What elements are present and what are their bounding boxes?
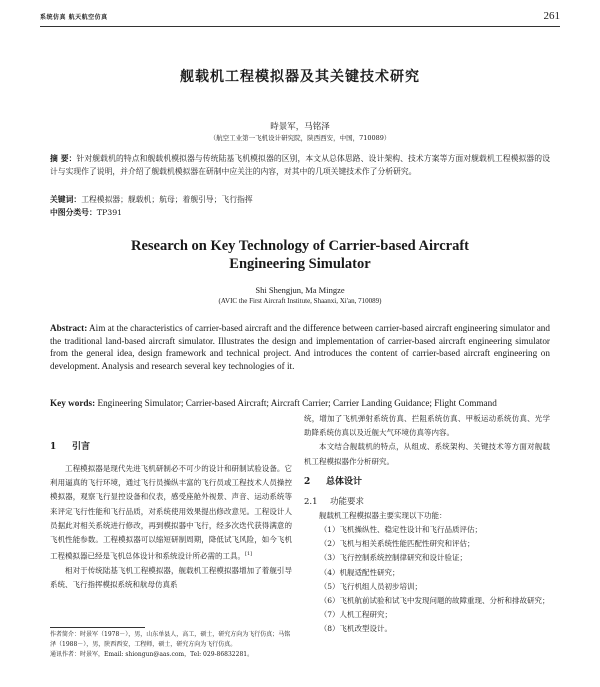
section-heading-introduction bbox=[50, 440, 292, 454]
introduction-paragraph-2: 相对于传统陆基飞机工程模拟器，舰载机工程模拟器增加了着舰引导系统、飞行指挥模拟系统和航母仿真系 bbox=[50, 565, 292, 590]
body-column-right bbox=[304, 412, 550, 637]
introduction-continued: 统，增加了飞机弹射系统仿真、拦阻系统仿真、甲板运动系统仿真、光学助降系统仿真以及近舰大气环境仿真等内容。 bbox=[304, 414, 550, 438]
section-number: 2 bbox=[304, 476, 311, 487]
running-header-journal: 系统仿真 航天航空仿真 bbox=[40, 14, 108, 21]
body-column-left bbox=[50, 440, 292, 592]
function-list-item: （1）飞机操纵性、稳定性设计和飞行品质评估； bbox=[319, 525, 483, 535]
keywords-chinese-text: 工程模拟器；舰载机；航母；着舰引导；飞行指挥 bbox=[81, 195, 253, 204]
keywords-english bbox=[50, 397, 550, 410]
function-list-item: （8）飞机改型设计。 bbox=[319, 624, 393, 634]
header-rule bbox=[40, 26, 560, 27]
keywords-chinese-label: 关键词： bbox=[50, 195, 82, 204]
functions-intro: 舰载机工程模拟器主要实现以下功能： bbox=[319, 510, 447, 520]
affiliation-chinese: （航空工业第一飞机设计研究院，陕西西安，中国，710089） bbox=[209, 134, 391, 142]
classification-value: TP391 bbox=[96, 208, 123, 217]
page-number: 261 bbox=[543, 10, 560, 22]
section-title: 引言 bbox=[72, 442, 91, 452]
title-english-line2: Engineering Simulator bbox=[229, 256, 371, 272]
function-list-item: （2）飞机与相关系统性能匹配性研究和评估； bbox=[319, 539, 475, 549]
function-list-item: （3）飞行控制系统控制律研究和设计验证； bbox=[319, 553, 468, 563]
section-number: 1 bbox=[50, 442, 57, 452]
footnote-author-info: 作者简介：时景军（1978－），男，山东单县人，高工，硕士，研究方向为飞行仿真；马铭泽（1988－），男，陕西西安，工程师，硕士，研究方向为飞行仿真。 bbox=[50, 631, 291, 648]
footnotes bbox=[50, 630, 292, 660]
authors-english: Shi Shengjun, Ma Mingze bbox=[255, 285, 345, 295]
title-chinese: 舰载机工程模拟器及其关键技术研究 bbox=[180, 69, 420, 85]
keywords-english-label: Key words: bbox=[50, 398, 96, 408]
footnote-rule bbox=[50, 627, 145, 628]
subsection-title: 功能要求 bbox=[330, 496, 365, 507]
abstract-english bbox=[50, 322, 550, 372]
title-english bbox=[0, 237, 600, 273]
function-list-item: （4）机舰适配性研究； bbox=[319, 567, 400, 577]
introduction-paragraph-1-text: 工程模拟器是现代先进飞机研制必不可少的设计和研制试验设备。它利用逼真的飞行环境，通过飞行员操纵丰富的飞行员或工程技术人员操控模拟器，观察飞行显控设备和仪表，感受座舱外视景、声音、运动系统等来评定飞行性能和飞行品质，对系统使用效果提出修改意见。工程设计人员据此对相关系统进行修改，再到模拟器中飞行，经多次迭代获得满意的飞机性能参数。工程模拟器可以缩短研制周期，降低试飞风险，如今飞机工程模拟器已经是飞机总体设计和系统设计所必需的工具。 bbox=[50, 464, 292, 561]
section-title: 总体设计 bbox=[326, 476, 363, 487]
introduction-paragraph-1 bbox=[50, 462, 292, 564]
keywords-english-text: Engineering Simulator; Carrier-based Aircraft; Aircraft Carrier; Carrier Landing Guidance; Flight Command bbox=[97, 398, 497, 408]
function-list-item: （5）飞行机组人员初步培训； bbox=[319, 581, 423, 591]
affiliation-english: (AVIC the First Aircraft Institute, Shaanxi, Xi'an, 710089) bbox=[218, 297, 382, 305]
subsection-heading-functions bbox=[304, 495, 550, 509]
abstract-chinese bbox=[50, 152, 550, 178]
running-header bbox=[40, 10, 560, 26]
keywords-chinese bbox=[50, 193, 550, 206]
classification-number bbox=[50, 206, 550, 219]
function-list-item: （6）飞机航前试验和试飞中发现问题的故障重现、分析和排故研究； bbox=[319, 596, 550, 606]
subsection-number: 2.1 bbox=[304, 496, 318, 507]
abstract-chinese-text: 针对舰载机的特点和舰载机模拟器与传统陆基飞机模拟器的区别，本文从总体思路、设计架构、技术方案等方面对舰载机工程模拟器的设计与实现作了说明，并介绍了舰载机模拟器在研制中应关注的内容，对其中的几项关键技术作了分析研究。 bbox=[50, 154, 550, 176]
abstract-chinese-label: 摘 要： bbox=[50, 154, 77, 163]
authors-chinese: 時景军，马铭泽 bbox=[270, 122, 330, 132]
title-english-line1: Research on Key Technology of Carrier-based Aircraft bbox=[130, 238, 470, 254]
footnote-contact: 通讯作者：时景军，Email: shiongun@aas.com，Tel: 029-86832281。 bbox=[50, 651, 254, 658]
abstract-english-label: Abstract: bbox=[50, 323, 88, 333]
classification-label: 中图分类号： bbox=[50, 208, 97, 217]
citation-ref: [1] bbox=[245, 551, 253, 558]
abstract-english-text: Aim at the characteristics of carrier-based aircraft and the difference between carrier-based aircraft engineering simulator and the traditional land-based aircraft simulator. Illustrates the design and implementation of carrier-based aircraft engineering simulator from the general idea, design framework and technical project. And introduces the content of carrier-based aircraft engineering on development. Analysis and research several key technologies of it. bbox=[50, 323, 550, 371]
function-list-item: （7）人机工程研究； bbox=[319, 610, 393, 620]
introduction-paragraph-3: 本文结合舰载机的特点，从组成、系统架构、关键技术等方面对舰载机工程模拟器作分析研究。 bbox=[304, 442, 550, 466]
section-heading-overall-design bbox=[304, 475, 550, 489]
